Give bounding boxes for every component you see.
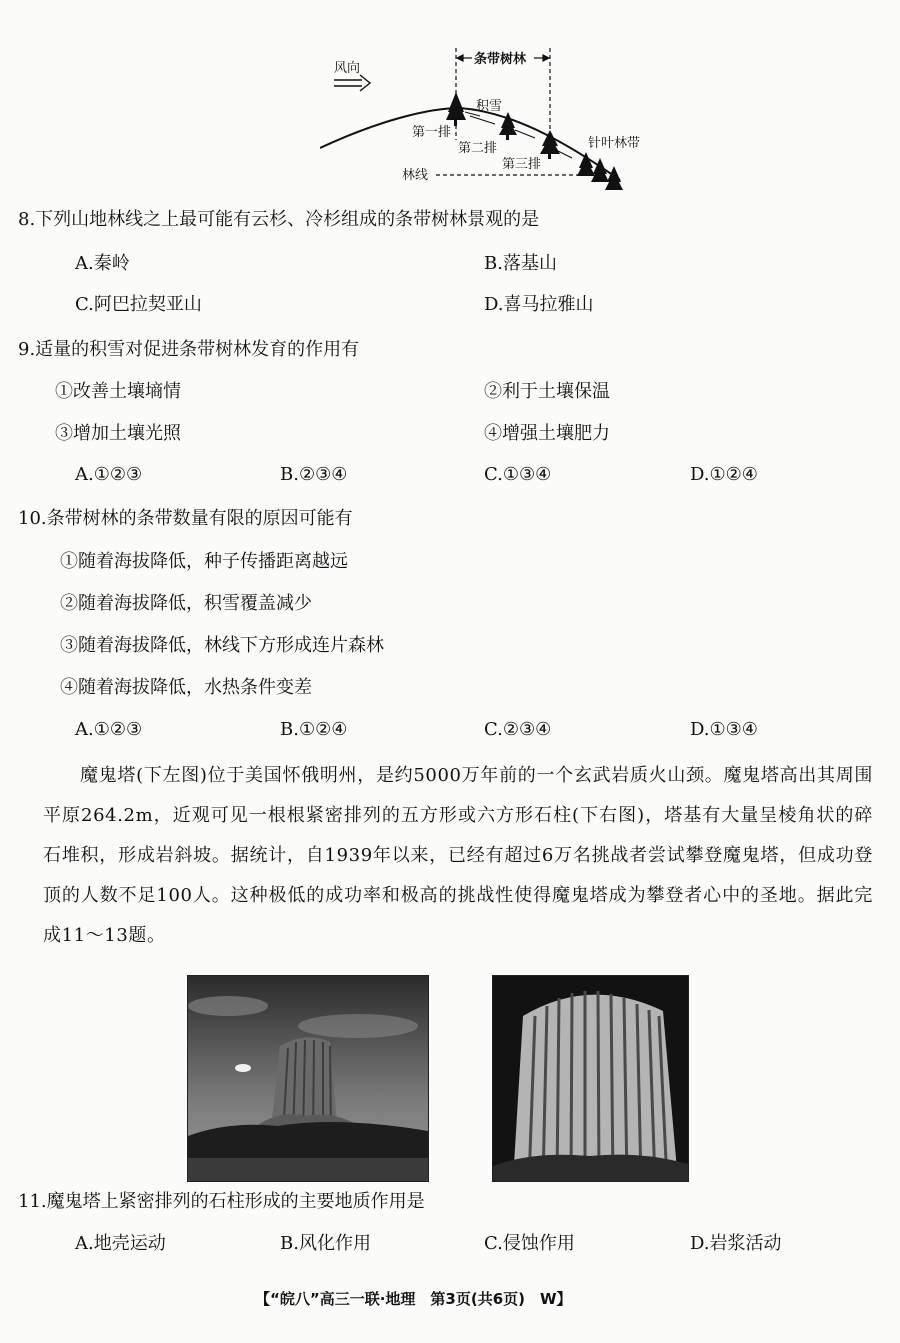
q11-option-c: C.侵蚀作用 [484, 1233, 575, 1254]
q9-statement-3: ③增加土壤光照 [55, 423, 181, 444]
treeline-label: 林线 [402, 168, 429, 183]
question-9-stem: 9.适量的积雪对促进条带树林发育的作用有 [18, 339, 360, 360]
q9-statement-1: ①改善土壤墒情 [55, 381, 181, 402]
question-8-stem: 8.下列山地林线之上最可能有云杉、冷杉组成的条带树林景观的是 [18, 209, 540, 230]
wind-arrow-icon [334, 75, 370, 91]
strip-forest-label: 条带树林 [474, 52, 527, 67]
q8-option-a: A.秦岭 [75, 253, 130, 274]
q9-statement-4: ④增强土壤肥力 [484, 423, 610, 444]
conifer-belt-trees [577, 152, 623, 190]
q9-option-d: D.①②④ [690, 464, 758, 485]
q9-statement-2: ②利于土壤保温 [484, 381, 610, 402]
question-11-stem: 11.魔鬼塔上紧密排列的石柱形成的主要地质作用是 [18, 1191, 425, 1212]
q10-option-a: A.①②③ [75, 719, 143, 740]
strip-forest-diagram [320, 40, 680, 200]
q10-statement-2: ②随着海拔降低，积雪覆盖减少 [60, 593, 312, 614]
q9-option-b: B.②③④ [280, 464, 348, 485]
q10-statement-1: ①随着海拔降低，种子传播距离越远 [60, 551, 348, 572]
q10-option-d: D.①③④ [690, 719, 758, 740]
page-footer: 【“皖八”高三一联·地理 第3页(共6页) W】 [255, 1290, 572, 1308]
photo-devils-tower-columns [492, 975, 689, 1182]
snow-label: 积雪 [476, 99, 503, 114]
q10-statement-4: ④随着海拔降低，水热条件变差 [60, 677, 312, 698]
photo-devils-tower-distant [187, 975, 429, 1182]
conifer-belt-label: 针叶林带 [588, 136, 641, 151]
tree-icon [540, 130, 560, 159]
q9-option-c: C.①③④ [484, 464, 552, 485]
q11-option-b: B.风化作用 [280, 1233, 371, 1254]
q9-option-a: A.①②③ [75, 464, 143, 485]
q8-option-c: C.阿巴拉契亚山 [75, 294, 202, 315]
q11-option-d: D.岩浆活动 [690, 1233, 782, 1254]
q10-option-b: B.①②④ [280, 719, 348, 740]
q8-option-b: B.落基山 [484, 253, 557, 274]
q10-option-c: C.②③④ [484, 719, 552, 740]
row1-label: 第一排 [412, 125, 452, 140]
question-10-stem: 10.条带树林的条带数量有限的原因可能有 [18, 508, 353, 529]
wind-label: 风向 [334, 61, 361, 76]
row3-label: 第三排 [502, 157, 542, 172]
passage-devils-tower: 魔鬼塔(下左图)位于美国怀俄明州，是约5000万年前的一个玄武岩质火山颈。魔鬼塔高出其周围平原264.2m，近观可见一根根紧密排列的五方形或六方形石柱(下右图)，塔基有大量呈棱角状的碎石堆积，形成岩斜坡。据统计，自1939年以来，已经有超过6万名挑战者尝试攀登魔鬼塔，但成功登顶的人数不足100人。这种极低的成功率和极高的挑战性使得魔鬼塔成为攀登者心中的圣地。据此完成11～13题。 [43, 765, 873, 946]
q11-option-a: A.地壳运动 [75, 1233, 166, 1254]
q8-option-d: D.喜马拉雅山 [484, 294, 594, 315]
q10-statement-3: ③随着海拔降低，林线下方形成连片森林 [60, 635, 384, 656]
row2-label: 第二排 [458, 141, 498, 156]
